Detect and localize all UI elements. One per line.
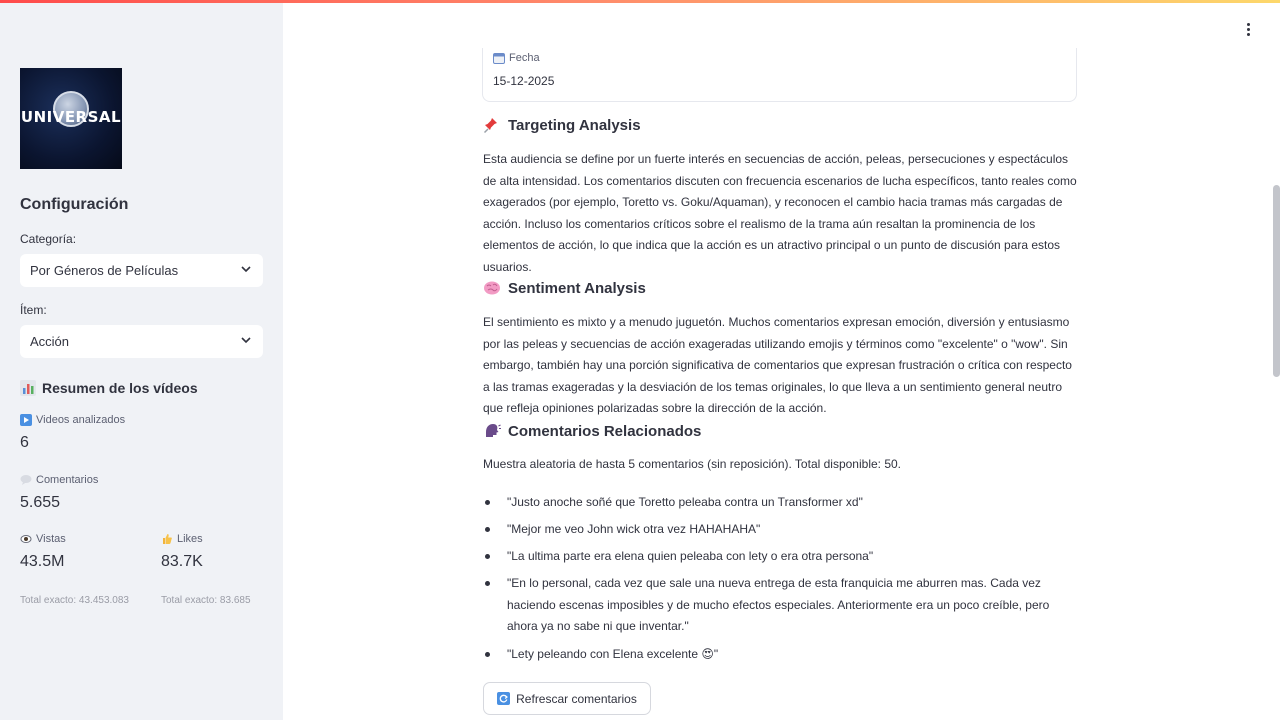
play-icon	[20, 414, 32, 426]
eye-icon	[20, 533, 32, 545]
views-exact-total: Total exacto: 43.453.083	[20, 595, 129, 606]
sentiment-text: El sentimiento es mixto y a menudo juguetón. Muchos comentarios expresan emoción, diversión y entusiasmo por las peleas y secuencias de acción exageradas utilizando emojis y términos como "excelente" o "wow". Sin embargo, también hay una porción significativa de comentarios que expresan frustración o crítica con respecto a las tramas exageradas y la desviación de los temas originales, lo que lleva a un sentimiento general neutro que refleja opiniones polarizadas sobre la dirección de la acción.	[483, 315, 1072, 416]
logo-text: UNIVERSAL	[20, 108, 122, 126]
category-select[interactable]	[20, 254, 263, 287]
chevron-down-icon	[241, 335, 251, 345]
item-select[interactable]	[20, 325, 263, 358]
comments-metric-label: Comentarios	[20, 474, 98, 486]
fecha-card	[482, 48, 1077, 102]
config-title: Configuración	[20, 196, 129, 213]
views-metric-label: Vistas	[20, 533, 66, 545]
item-label: Ítem:	[20, 303, 47, 317]
universal-logo	[20, 68, 122, 169]
list-item: "La ultima parte era elena quien peleaba con lety o era otra persona"	[483, 546, 1079, 568]
refresh-comments-button[interactable]: Refrescar comentarios	[483, 682, 651, 715]
sidebar	[0, 3, 283, 720]
comments-metric-value: 5.655	[20, 494, 61, 511]
scrollbar[interactable]	[1273, 185, 1280, 377]
likes-metric-label: Likes	[161, 533, 203, 545]
speaking-head-icon	[483, 422, 501, 440]
category-select-value: Por Géneros de Películas	[30, 263, 179, 278]
fecha-value: 15-12-2025	[493, 74, 555, 88]
list-item: "Lety peleando con Elena excelente 😍"	[483, 644, 1079, 666]
summary-heading	[20, 380, 198, 396]
calendar-icon	[493, 52, 505, 64]
brain-icon	[483, 279, 501, 297]
sample-note: Muestra aleatoria de hasta 5 comentarios (sin reposición). Total disponible: 50.	[483, 457, 902, 471]
views-metric-value: 43.5M	[20, 553, 65, 570]
pushpin-icon	[483, 116, 501, 134]
sentiment-heading: Sentiment Analysis	[483, 279, 646, 297]
likes-metric-value: 83.7K	[161, 553, 203, 570]
likes-exact-total: Total exacto: 83.685	[161, 595, 251, 606]
refresh-icon	[497, 692, 510, 705]
targeting-heading: Targeting Analysis	[483, 116, 641, 134]
list-item: "En lo personal, cada vez que sale una nueva entrega de esta franquicia me aburren mas. Cada vez haciendo escenas imposibles y de mucho efectos especiales. Anteriormente era un poco creíble, pero ahora ya no sabe ni que inventar."	[483, 573, 1079, 638]
bar-chart-icon	[20, 380, 36, 396]
videos-metric-value: 6	[20, 434, 29, 451]
chevron-down-icon	[241, 264, 251, 274]
fecha-label: Fecha	[493, 52, 540, 64]
targeting-text: Esta audiencia se define por un fuerte interés en secuencias de acción, peleas, persecuciones y espectáculos de alta intensidad. Los comentarios discuten con frecuencia escenarios de lucha específicos, tanto reales como exagerados (por ejemplo, Toretto vs. Goku/Aquaman), y reconocen el cambio hacia tramas más cargadas de acción. Incluso los comentarios críticos sobre el realismo de la trama aún resaltan la prominencia de los elementos de acción, lo que indica que la acción es un atractivo principal o un punto de discusión para estos usuarios.	[483, 152, 1077, 274]
kebab-menu-icon[interactable]	[1244, 23, 1252, 39]
videos-metric-label: Videos analizados	[20, 414, 125, 426]
category-label: Categoría:	[20, 232, 77, 246]
list-item: "Justo anoche soñé que Toretto peleaba contra un Transformer xd"	[483, 492, 1079, 514]
comments-heading: Comentarios Relacionados	[483, 422, 701, 440]
summary-title: Resumen de los vídeos	[42, 380, 198, 396]
thumbs-up-icon	[161, 533, 173, 545]
item-select-value: Acción	[30, 334, 70, 349]
list-item: "Mejor me veo John wick otra vez HAHAHAHA"	[483, 519, 1079, 541]
comments-list	[483, 492, 1079, 671]
speech-bubble-icon	[20, 474, 32, 486]
